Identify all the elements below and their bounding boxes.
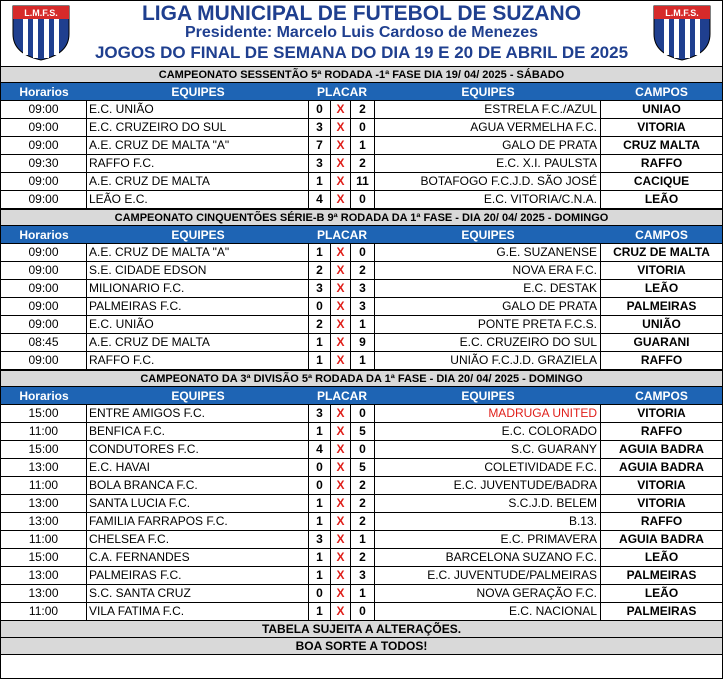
away-score: 0 — [351, 119, 375, 136]
table-row — [1, 477, 722, 495]
logo-text: L.M.F.S. — [665, 8, 699, 18]
game-time: 15:00 — [1, 405, 87, 422]
header-horarios: Horarios — [19, 228, 69, 242]
away-team: E.C. JUVENTUDE/BADRA — [375, 477, 601, 494]
versus-mark: X — [331, 262, 351, 279]
versus-mark: X — [331, 495, 351, 512]
table-row — [1, 262, 722, 280]
home-team: LEÃO E.C. — [87, 191, 309, 208]
home-team: A.E. CRUZ DE MALTA "A" — [87, 137, 309, 154]
game-time: 15:00 — [1, 549, 87, 566]
table-row — [1, 567, 722, 585]
table-row — [1, 352, 722, 370]
table-row — [1, 191, 722, 209]
away-team: NOVA GERAÇÃO F.C. — [375, 585, 601, 602]
game-time: 09:00 — [1, 173, 87, 190]
home-score: 0 — [309, 298, 331, 315]
logo-text: L.M.F.S. — [24, 8, 58, 18]
away-score: 3 — [351, 567, 375, 584]
header-equipes-away: EQUIPES — [461, 389, 515, 403]
home-score: 2 — [309, 262, 331, 279]
home-team: CHELSEA F.C. — [87, 531, 309, 548]
away-score: 1 — [351, 531, 375, 548]
game-time: 08:45 — [1, 334, 87, 351]
versus-mark: X — [331, 101, 351, 118]
table-row — [1, 495, 722, 513]
versus-mark: X — [331, 155, 351, 172]
home-score: 1 — [309, 352, 331, 369]
away-team: S.C. GUARANY — [375, 441, 601, 458]
away-team: BOTAFOGO F.C.J.D. SÃO JOSÉ — [375, 173, 601, 190]
table-row — [1, 405, 722, 423]
home-score: 0 — [309, 585, 331, 602]
table-row — [1, 334, 722, 352]
table-row — [1, 423, 722, 441]
away-team: E.C. CRUZEIRO DO SUL — [375, 334, 601, 351]
home-team: A.E. CRUZ DE MALTA — [87, 173, 309, 190]
field-name: VITORIA — [637, 406, 686, 420]
home-team: VILA FATIMA F.C. — [87, 603, 309, 620]
game-time: 11:00 — [1, 603, 87, 620]
column-header-row — [1, 83, 722, 101]
home-score: 2 — [309, 316, 331, 333]
game-time: 13:00 — [1, 459, 87, 476]
home-score: 3 — [309, 280, 331, 297]
header-campos: CAMPOS — [635, 228, 688, 242]
header-equipes-away: EQUIPES — [461, 85, 515, 99]
table-row — [1, 513, 722, 531]
versus-mark: X — [331, 441, 351, 458]
home-score: 4 — [309, 441, 331, 458]
versus-mark: X — [331, 603, 351, 620]
table-row — [1, 155, 722, 173]
table-row — [1, 280, 722, 298]
table-row — [1, 173, 722, 191]
game-time: 09:00 — [1, 137, 87, 154]
field-name: CACIQUE — [633, 174, 690, 188]
home-score: 0 — [309, 459, 331, 476]
field-name: CRUZ MALTA — [623, 138, 700, 152]
versus-mark: X — [331, 352, 351, 369]
sections — [1, 66, 722, 621]
home-score: 7 — [309, 137, 331, 154]
field-name: AGUIA BADRA — [619, 532, 704, 546]
home-score: 0 — [309, 101, 331, 118]
away-score: 2 — [351, 101, 375, 118]
field-name: VITORIA — [637, 263, 686, 277]
header-placar: PLACAR — [317, 228, 367, 242]
away-score: 11 — [351, 173, 375, 190]
home-team: A.E. CRUZ DE MALTA "A" — [87, 244, 309, 261]
away-score: 2 — [351, 495, 375, 512]
away-team: MADRUGA UNITED — [375, 405, 601, 422]
away-team: B.13. — [375, 513, 601, 530]
field-name: AGUIA BADRA — [619, 442, 704, 456]
table-row — [1, 244, 722, 262]
away-score: 1 — [351, 137, 375, 154]
versus-mark: X — [331, 567, 351, 584]
away-team: AGUA VERMELHA F.C. — [375, 119, 601, 136]
versus-mark: X — [331, 477, 351, 494]
home-team: C.A. FERNANDES — [87, 549, 309, 566]
away-team: S.C.J.D. BELEM — [375, 495, 601, 512]
game-time: 09:00 — [1, 352, 87, 369]
header-equipes-home: EQUIPES — [171, 228, 225, 242]
header-horarios: Horarios — [19, 85, 69, 99]
away-score: 5 — [351, 459, 375, 476]
header-campos: CAMPOS — [635, 389, 688, 403]
president-line: Presidente: Marcelo Luis Cardoso de Menezes — [185, 24, 538, 41]
page-title: LIGA MUNICIPAL DE FUTEBOL DE SUZANO — [141, 2, 582, 25]
home-team: PALMEIRAS F.C. — [87, 298, 309, 315]
field-name: VITORIA — [637, 496, 686, 510]
home-score: 1 — [309, 603, 331, 620]
field-name: AGUIA BADRA — [619, 460, 704, 474]
header-equipes-away: EQUIPES — [461, 228, 515, 242]
away-score: 0 — [351, 405, 375, 422]
away-score: 2 — [351, 155, 375, 172]
away-score: 9 — [351, 334, 375, 351]
home-score: 1 — [309, 567, 331, 584]
table-row — [1, 137, 722, 155]
home-team: E.C. UNIÃO — [87, 316, 309, 333]
game-time: 09:00 — [1, 191, 87, 208]
away-team: G.E. SUZANENSE — [375, 244, 601, 261]
table-row — [1, 531, 722, 549]
home-team: MILIONARIO F.C. — [87, 280, 309, 297]
versus-mark: X — [331, 119, 351, 136]
column-header-row — [1, 226, 722, 244]
versus-mark: X — [331, 137, 351, 154]
versus-mark: X — [331, 244, 351, 261]
away-team: E.C. COLORADO — [375, 423, 601, 440]
home-team: E.C. UNIÃO — [87, 101, 309, 118]
versus-mark: X — [331, 405, 351, 422]
page-subtitle: JOGOS DO FINAL DE SEMANA DO DIA 19 E 20 DE ABRIL DE 2025 — [94, 43, 629, 62]
game-time: 09:00 — [1, 262, 87, 279]
game-time: 09:30 — [1, 155, 87, 172]
game-time: 11:00 — [1, 423, 87, 440]
header-placar: PLACAR — [317, 389, 367, 403]
game-time: 13:00 — [1, 567, 87, 584]
away-team: E.C. VITORIA/C.N.A. — [375, 191, 601, 208]
table-row — [1, 316, 722, 334]
versus-mark: X — [331, 459, 351, 476]
home-score: 3 — [309, 405, 331, 422]
home-score: 1 — [309, 244, 331, 261]
away-team: COLETIVIDADE F.C. — [375, 459, 601, 476]
versus-mark: X — [331, 298, 351, 315]
home-team: PALMEIRAS F.C. — [87, 567, 309, 584]
table-row — [1, 603, 722, 621]
home-score: 1 — [309, 334, 331, 351]
field-name: LEÃO — [644, 550, 679, 564]
game-time: 09:00 — [1, 316, 87, 333]
footer-note: TABELA SUJEITA A ALTERAÇÕES. — [1, 621, 722, 638]
field-name: RAFFO — [640, 514, 683, 528]
field-name: LEÃO — [644, 281, 679, 295]
field-name: CRUZ DE MALTA — [613, 245, 710, 259]
home-score: 1 — [309, 513, 331, 530]
field-name: VITORIA — [637, 478, 686, 492]
home-team: S.E. CIDADE EDSON — [87, 262, 309, 279]
home-team: BOLA BRANCA F.C. — [87, 477, 309, 494]
home-score: 3 — [309, 155, 331, 172]
versus-mark: X — [331, 423, 351, 440]
versus-mark: X — [331, 173, 351, 190]
away-team: PONTE PRETA F.C.S. — [375, 316, 601, 333]
home-team: RAFFO F.C. — [87, 155, 309, 172]
field-name: RAFFO — [640, 424, 683, 438]
field-name: LEÃO — [644, 586, 679, 600]
home-team: BENFICA F.C. — [87, 423, 309, 440]
home-team: E.C. CRUZEIRO DO SUL — [87, 119, 309, 136]
section-title: CAMPEONATO CINQUENTÕES SÉRIE-B 9ª RODADA DA 1ª FASE - DIA 20/ 04/ 2025 - DOMINGO — [1, 209, 722, 226]
away-score: 0 — [351, 244, 375, 261]
home-score: 1 — [309, 549, 331, 566]
field-name: GUARANI — [633, 335, 690, 349]
game-time: 09:00 — [1, 101, 87, 118]
field-name: UNIAO — [642, 102, 681, 116]
home-team: CONDUTORES F.C. — [87, 441, 309, 458]
away-team: E.C. DESTAK — [375, 280, 601, 297]
home-score: 4 — [309, 191, 331, 208]
field-name: VITORIA — [637, 120, 686, 134]
table-row — [1, 549, 722, 567]
table-row — [1, 298, 722, 316]
section-title: CAMPEONATO SESSENTÃO 5ª RODADA -1ª FASE DIA 19/ 04/ 2025 - SÁBADO — [1, 66, 722, 83]
game-time: 11:00 — [1, 477, 87, 494]
home-team: S.C. SANTA CRUZ — [87, 585, 309, 602]
away-score: 5 — [351, 423, 375, 440]
versus-mark: X — [331, 513, 351, 530]
table-row — [1, 101, 722, 119]
table-row — [1, 585, 722, 603]
home-score: 3 — [309, 531, 331, 548]
away-team: BARCELONA SUZANO F.C. — [375, 549, 601, 566]
home-score: 0 — [309, 477, 331, 494]
home-score: 1 — [309, 495, 331, 512]
field-name: UNIÃO — [642, 317, 681, 331]
field-name: PALMEIRAS — [626, 604, 697, 618]
game-time: 15:00 — [1, 441, 87, 458]
away-score: 0 — [351, 603, 375, 620]
away-team: UNIÃO F.C.J.D. GRAZIELA — [375, 352, 601, 369]
header-campos: CAMPOS — [635, 85, 688, 99]
away-score: 1 — [351, 585, 375, 602]
home-team: RAFFO F.C. — [87, 352, 309, 369]
header-equipes-home: EQUIPES — [171, 389, 225, 403]
home-team: FAMILIA FARRAPOS F.C. — [87, 513, 309, 530]
header-placar: PLACAR — [317, 85, 367, 99]
field-name: PALMEIRAS — [626, 299, 697, 313]
away-team: E.C. NACIONAL — [375, 603, 601, 620]
away-score: 1 — [351, 352, 375, 369]
field-name: RAFFO — [640, 156, 683, 170]
header — [1, 1, 722, 66]
away-score: 1 — [351, 316, 375, 333]
away-team: NOVA ERA F.C. — [375, 262, 601, 279]
versus-mark: X — [331, 191, 351, 208]
away-team: ESTRELA F.C./AZUL — [375, 101, 601, 118]
versus-mark: X — [331, 549, 351, 566]
away-score: 0 — [351, 191, 375, 208]
versus-mark: X — [331, 334, 351, 351]
home-score: 1 — [309, 173, 331, 190]
game-time: 13:00 — [1, 585, 87, 602]
away-team: GALO DE PRATA — [375, 137, 601, 154]
table-row — [1, 441, 722, 459]
away-score: 2 — [351, 549, 375, 566]
home-team: A.E. CRUZ DE MALTA — [87, 334, 309, 351]
game-time: 09:00 — [1, 119, 87, 136]
versus-mark: X — [331, 316, 351, 333]
table-row — [1, 119, 722, 137]
away-score: 2 — [351, 262, 375, 279]
away-team: GALO DE PRATA — [375, 298, 601, 315]
home-team: ENTRE AMIGOS F.C. — [87, 405, 309, 422]
versus-mark: X — [331, 280, 351, 297]
game-time: 13:00 — [1, 495, 87, 512]
game-time: 09:00 — [1, 244, 87, 261]
header-equipes-home: EQUIPES — [171, 85, 225, 99]
away-score: 3 — [351, 298, 375, 315]
field-name: PALMEIRAS — [626, 568, 697, 582]
away-team: E.C. PRIMAVERA — [375, 531, 601, 548]
home-score: 1 — [309, 423, 331, 440]
game-time: 09:00 — [1, 298, 87, 315]
field-name: RAFFO — [640, 353, 683, 367]
away-score: 2 — [351, 513, 375, 530]
table-row — [1, 459, 722, 477]
home-team: SANTA LUCIA F.C. — [87, 495, 309, 512]
footer-wish: BOA SORTE A TODOS! — [1, 638, 722, 655]
home-score: 3 — [309, 119, 331, 136]
game-time: 11:00 — [1, 531, 87, 548]
game-time: 09:00 — [1, 280, 87, 297]
column-header-row — [1, 387, 722, 405]
away-team: E.C. X.I. PAULSTA — [375, 155, 601, 172]
header-horarios: Horarios — [19, 389, 69, 403]
game-time: 13:00 — [1, 513, 87, 530]
away-score: 0 — [351, 441, 375, 458]
away-score: 2 — [351, 477, 375, 494]
versus-mark: X — [331, 531, 351, 548]
away-team: E.C. JUVENTUDE/PALMEIRAS — [375, 567, 601, 584]
section-title: CAMPEONATO DA 3ª DIVISÃO 5ª RODADA DA 1ª FASE - DIA 20/ 04/ 2025 - DOMINGO — [1, 370, 722, 387]
field-name: LEÃO — [644, 192, 679, 206]
home-team: E.C. HAVAI — [87, 459, 309, 476]
away-score: 3 — [351, 280, 375, 297]
versus-mark: X — [331, 585, 351, 602]
